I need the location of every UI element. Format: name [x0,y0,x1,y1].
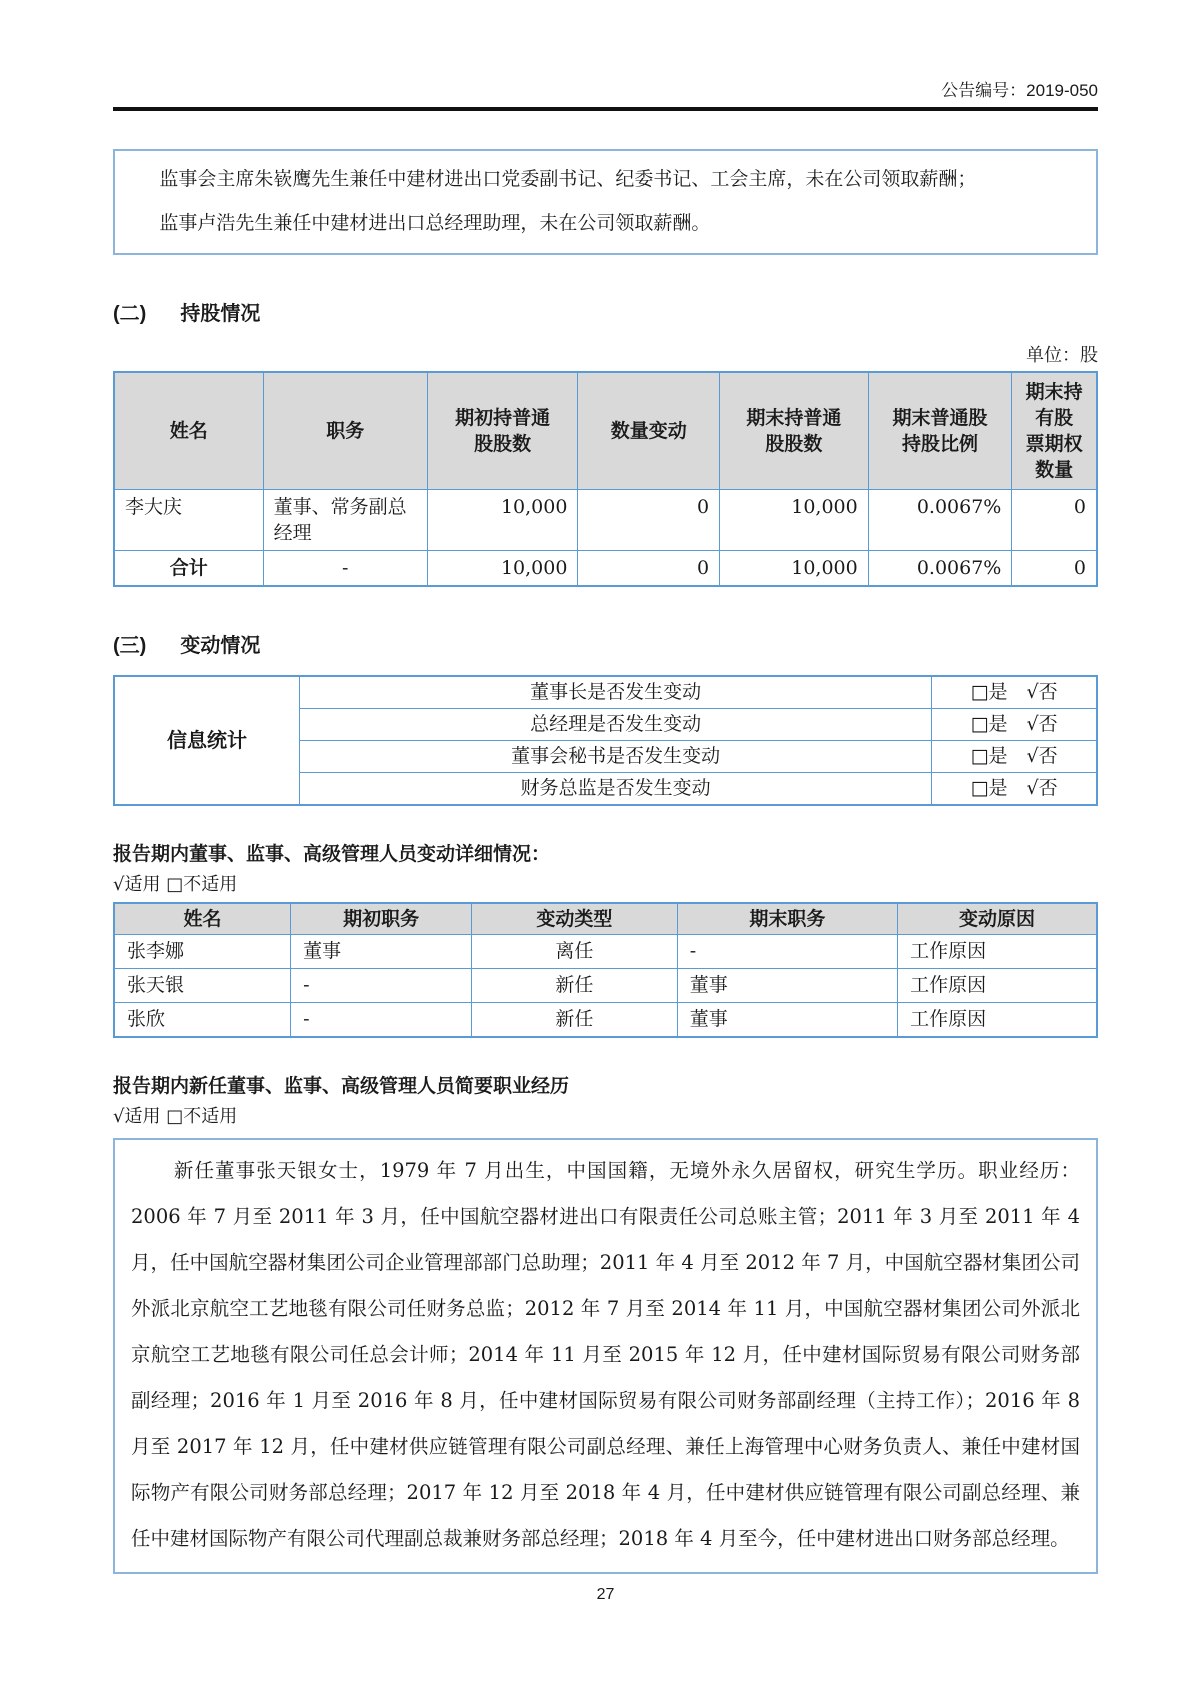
page-number: 27 [596,1586,615,1603]
column-header-change-type: 变动类型 [472,903,678,935]
cell-begin-position: - [291,1003,472,1038]
doc-number: 公告编号：2019-050 [941,81,1098,100]
cell-begin-position: - [291,969,472,1003]
column-header-position: 职务 [263,372,427,490]
cell-change: 0 [578,551,720,587]
cell-shares-end: 10,000 [720,551,869,587]
cell-change: 0 [578,490,720,551]
cell-shares-begin: 10,000 [427,490,578,551]
column-header-begin-position: 期初职务 [291,903,472,935]
cell-end-position: - [677,935,897,969]
table-header-row [114,903,1097,935]
cell-options-end: 0 [1012,490,1097,551]
table-header-row [114,372,1097,490]
cell-change-type: 新任 [472,969,678,1003]
column-header-shares-end: 期末持普通 股股数 [720,372,869,490]
cell-name: 张李娜 [114,935,291,969]
table-row [114,490,1097,551]
stats-row-header: 信息统计 [114,676,300,805]
bio-paragraph: 新任董事张天银女士，1979 年 7 月出生，中国国籍，无境外永久居留权，研究生学历。职业经历：2006 年 7 月至 2011 年 3 月，任中国航空器材进出口有限责任公司总账主管；2011 年 3 月至 2011 年 4 月，任中国航空器材集团公司企业管理部部门总助理；2011 年 4 月至 2012 年 7 月，中国航空器材集团公司外派北京航空工艺地毯有限公司任财务总监；2012 年 7 月至 2014 年 11 月，中国航空器材集团公司外派北京航空工艺地毯有限公司任总会计师；2014 年 11 月至 2015 年 12 月，任中建材国际贸易有限公司财务部副经理；2016 年 1 月至 2016 年 8 月，任中建材国际贸易有限公司财务部副经理（主持工作）；2016 年 8 月至 2017 年 12 月，任中建材供应链管理有限公司副总经理、兼任上海管理中心财务负责人、兼任中建材国际物产有限公司财务部总经理；2017 年 12 月至 2018 年 4 月，任中建材供应链管理有限公司副总经理、兼任中建材国际物产有限公司代理副总裁兼财务部总经理；2018 年 4 月至今，任中建材进出口财务部总经理。 [131,1159,1080,1550]
table-row [114,1003,1097,1038]
cell-name: 李大庆 [114,490,263,551]
applicability-line: √适用 □不适用 [113,1106,238,1127]
cell-question: 总经理是否发生变动 [300,709,932,741]
cell-position: - [263,551,427,587]
cell-begin-position: 董事 [291,935,472,969]
applicability-line: √适用 □不适用 [113,874,238,895]
section-title: 持股情况 [180,303,261,325]
cell-answer: □是 √否 [932,676,1097,709]
cell-shares-begin: 10,000 [427,551,578,587]
intro-paragraph: 监事会主席朱嵚鹰先生兼任中建材进出口党委副书记、纪委书记、工会主席，未在公司领取薪酬； [159,168,977,190]
cell-ratio-end: 0.0067% [868,551,1012,587]
cell-reason: 工作原因 [898,935,1097,969]
section-heading-change [113,633,1098,659]
change-detail-heading: 报告期内董事、监事、高级管理人员变动详细情况： [113,844,551,865]
column-header-ratio-end: 期末普通股 持股比例 [868,372,1012,490]
table-row [114,935,1097,969]
column-header-shares-begin: 期初持普通 股股数 [427,372,578,490]
column-header-change: 数量变动 [578,372,720,490]
cell-end-position: 董事 [677,969,897,1003]
column-header-name: 姓名 [114,372,263,490]
cell-ratio-end: 0.0067% [868,490,1012,551]
cell-reason: 工作原因 [898,1003,1097,1038]
column-header-end-position: 期末职务 [677,903,897,935]
bio-heading: 报告期内新任董事、监事、高级管理人员简要职业经历 [113,1076,570,1097]
cell-question: 董事长是否发生变动 [300,676,932,709]
section-heading-holding [113,301,1098,327]
cell-options-end: 0 [1012,551,1097,587]
cell-name: 张欣 [114,1003,291,1038]
holding-table [113,371,1098,587]
supervisor-remuneration-box [113,149,1098,255]
cell-end-position: 董事 [677,1003,897,1038]
cell-total-label: 合计 [114,551,263,587]
cell-answer: □是 √否 [932,741,1097,773]
cell-question: 财务总监是否发生变动 [300,773,932,806]
bio-box [113,1138,1098,1574]
cell-question: 董事会秘书是否发生变动 [300,741,932,773]
column-header-reason: 变动原因 [898,903,1097,935]
column-header-options-end: 期末持有股 票期权数量 [1012,372,1097,490]
change-detail-table [113,902,1098,1038]
cell-position: 董事、常务副总经理 [263,490,427,551]
table-row [114,969,1097,1003]
unit-label: 单位：股 [1026,345,1098,366]
change-stats-table [113,675,1098,806]
cell-change-type: 新任 [472,1003,678,1038]
cell-shares-end: 10,000 [720,490,869,551]
cell-name: 张天银 [114,969,291,1003]
section-number: (二) [113,303,147,325]
cell-answer: □是 √否 [932,709,1097,741]
section-title: 变动情况 [180,635,261,657]
column-header-name: 姓名 [114,903,291,935]
section-number: (三) [113,635,147,657]
cell-change-type: 离任 [472,935,678,969]
table-total-row [114,551,1097,587]
cell-answer: □是 √否 [932,773,1097,806]
table-row [114,676,1097,709]
cell-reason: 工作原因 [898,969,1097,1003]
document-header [113,0,1098,111]
intro-paragraph: 监事卢浩先生兼任中建材进出口总经理助理，未在公司领取薪酬。 [159,212,711,234]
